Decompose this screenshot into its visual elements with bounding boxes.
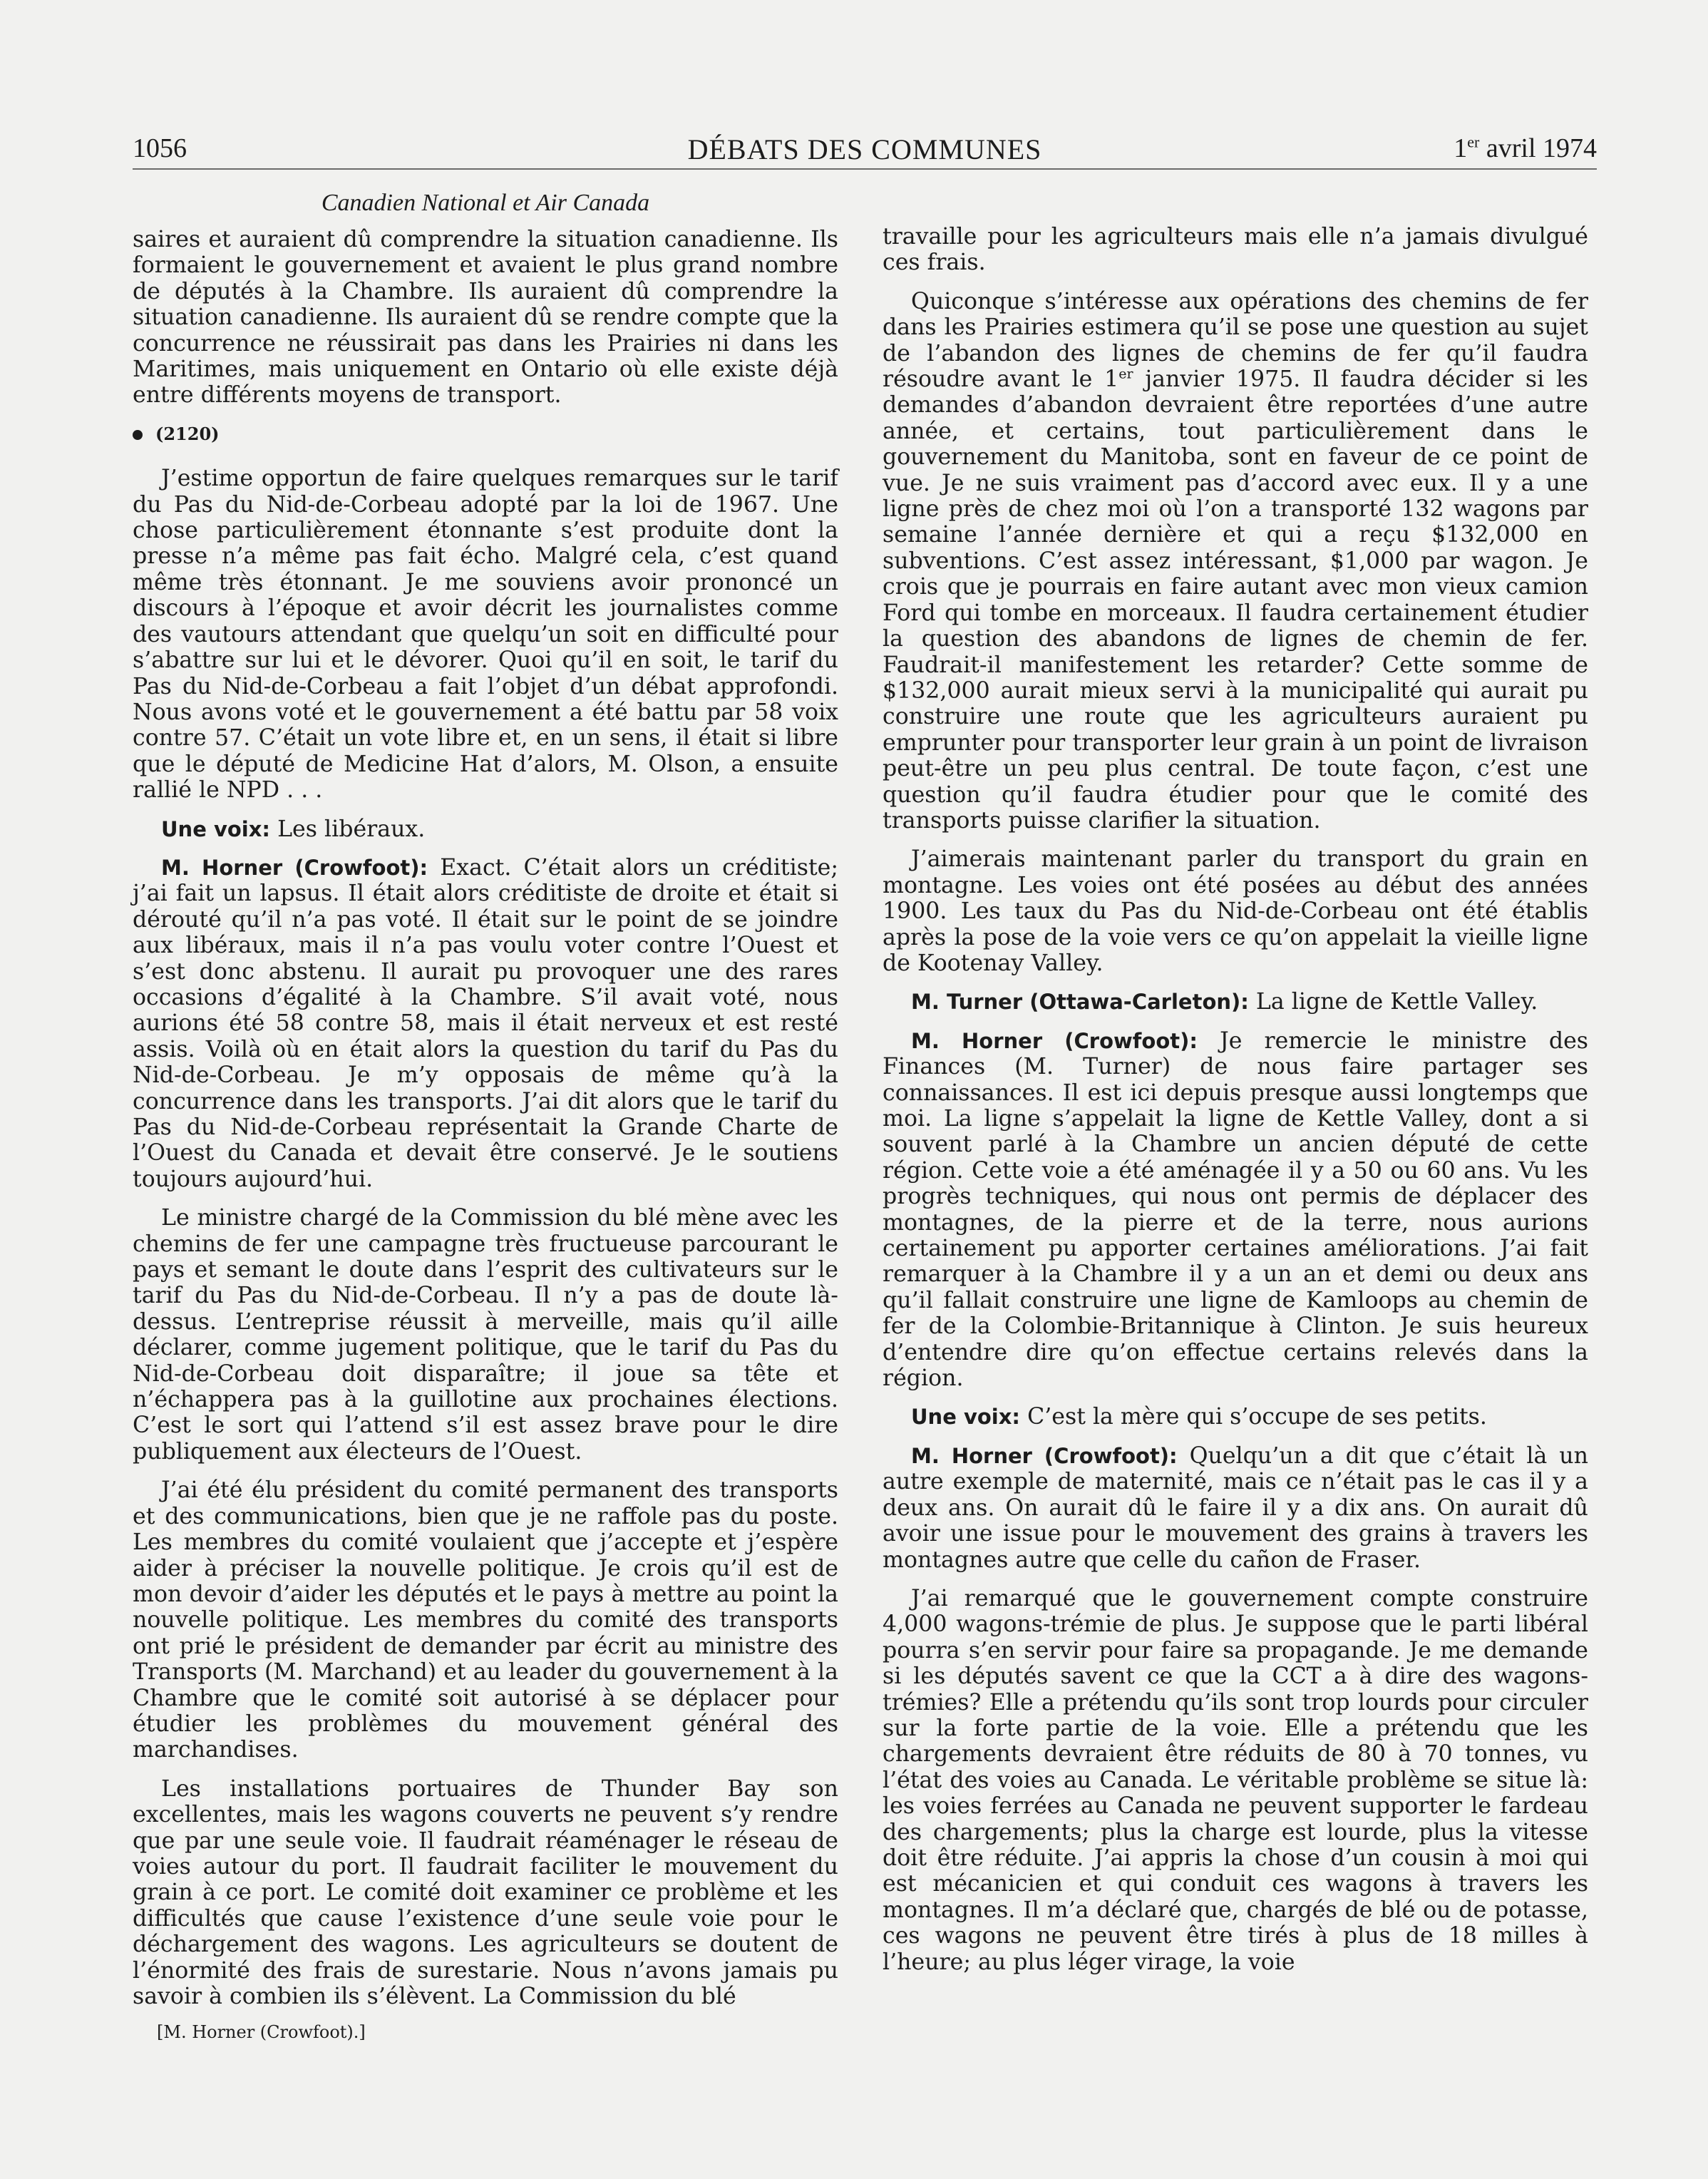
- speaker-name: M. Turner (Ottawa-Carleton):: [911, 990, 1249, 1015]
- speaker-name: M. Horner (Crowfoot):: [161, 855, 428, 880]
- speech-text: C’est la mère qui s’occupe de ses petits.: [1020, 1404, 1487, 1430]
- speech: [133, 816, 838, 842]
- speech-text: La ligne de Kettle Valley.: [1248, 989, 1538, 1015]
- paragraph: saires et auraient dû comprendre la situation canadienne. Ils formaient le gouvernement et avaient le plus grand nombre de députés à la Chambre. Ils auraient dû comprendre la situation canadienne. Ils auraient dû se rendre compte que la concurrence ne réussirait pas dans les Prairies ni dans les Maritimes, mais uniquement en Ontario où elle existe déjà entre différents moyens de transport.: [133, 227, 838, 409]
- time-marker-label: (2120): [155, 423, 220, 444]
- ordinal-suffix: er: [1118, 366, 1133, 382]
- paragraph: J’ai remarqué que le gouvernement compte construire 4,000 wagons-trémie de plus. Je suppose que le parti libéral pourra s’en servir pour faire sa propagande. Je me demande si les députés savent ce que la CCT a à dire des wagons-trémies? Elle a prétendu qu’ils sont trop lourds pour circuler sur la forte partie de la voie. Elle a prétendu que les chargements devraient être réduits de 80 à 70 tonnes, vu l’état des voies au Canada. Le véritable problème se situe là: les voies ferrées au Canada ne peuvent supporter le fardeau des chargements; plus la charge est lourde, plus la vitesse doit être réduite. J’ai appris la chose d’un cousin à moi qui est mécanicien et qui conduit ces wagons à travers les montagnes. Il m’a déclaré que, chargés de blé ou de potasse, ces wagons ne peuvent être tirés à plus de 18 milles à l’heure; au plus léger virage, la voie: [883, 1585, 1588, 1975]
- speaker-name: M. Horner (Crowfoot):: [911, 1443, 1178, 1468]
- page-header: [133, 133, 1597, 170]
- left-column: [133, 227, 838, 2022]
- speaker-name: Une voix:: [161, 816, 271, 841]
- paragraph: J’estime opportun de faire quelques remarques sur le tarif du Pas du Nid-de-Corbeau adopté par la loi de 1967. Une chose particulièrement étonnante s’est produite dont la presse n’a même pas fait écho. Malgré cela, c’est quand même très étonnant. Je me souviens avoir prononcé un discours à l’époque et avoir décrit les journalistes comme des vautours attendant que quelqu’un soit en difficulté pour s’abattre sur lui et le dévorer. Quoi qu’il en soit, le tarif du Pas du Nid-de-Corbeau a fait l’objet d’un débat approfondi. Nous avons voté et le gouvernement a été battu par 58 voix contre 57. C’était un vote libre et, en un sens, il était si libre que le député de Medicine Hat d’alors, M. Olson, a ensuite rallié le NPD . . .: [133, 466, 838, 804]
- speech: [883, 989, 1588, 1015]
- speaker-name: Une voix:: [911, 1405, 1021, 1430]
- bullet-icon: [133, 430, 143, 440]
- page-date: [1454, 133, 1597, 164]
- paragraph: travaille pour les agriculteurs mais elle n’a jamais divulgué ces frais.: [883, 224, 1588, 276]
- speech: [883, 1443, 1588, 1573]
- speech: [883, 1028, 1588, 1392]
- paragraph: J’aimerais maintenant parler du transport du grain en montagne. Les voies ont été posées au début des années 1900. Les taux du Pas du Nid-de-Corbeau ont été établis après la pose de la voie vers ce qu’on appelait la vieille ligne de Kootenay Valley.: [883, 846, 1588, 976]
- speaker-attribution-footer: [M. Horner (Crowfoot).]: [157, 2022, 366, 2042]
- paragraph: J’ai été élu président du comité permanent des transports et des communications, bien que je ne raffole pas du poste. Les membres du comité voulaient que j’accepte et j’espère aider à préciser la nouvelle politique. Je crois qu’il est de mon devoir d’aider les députés et le pays à mettre au point la nouvelle politique. Les membres du comité des transports ont prié le président de demander par écrit au ministre des Transports (M. Marchand) et au leader du gouvernement à la Chambre que le comité soit autorisé à se déplacer pour étudier les problèmes du mouvement général des marchandises.: [133, 1477, 838, 1763]
- running-head: Canadien National et Air Canada: [321, 190, 650, 216]
- speech: [133, 855, 838, 1192]
- time-marker: [133, 421, 838, 447]
- speech-text: Exact. C’était alors un créditiste; j’ai fait un lapsus. Il était alors créditiste de droite et était si dérouté qu’il n’a pas voté. Il était sur le point de se joindre aux libéraux, mais il n’a pas voulu voter contre l’Ouest et s’est donc abstenu. Il aurait pu provoquer une des rares occasions d’égalité à la Chambre. S’il avait voté, nous aurions été 58 contre 58, mais il était nerveux et est resté assis. Voilà où en était alors la question du tarif du Pas du Nid-de-Corbeau. Je m’y opposais de même qu’à la concurrence dans les transports. J’ai dit alors que le tarif du Pas du Nid-de-Corbeau représentait la Grande Charte de l’Ouest du Canada et devait être conservé. Je le soutiens toujours aujourd’hui.: [133, 854, 838, 1192]
- right-column: [883, 224, 1588, 1988]
- date-day: 1: [1454, 133, 1468, 163]
- date-month-year: avril 1974: [1479, 133, 1597, 163]
- paragraph-text: janvier 1975. Il faudra décider si les demandes d’abandon devraient être reportées d’une autre année, et certains, tout particulièrement dans le gouvernement du Manitoba, sont en faveur de ce point de vue. Je ne suis vraiment pas d’accord avec eux. Il y a une ligne près de chez moi où l’on a transporté 132 wagons par semaine l’année dernière et qui a reçu $132,000 en subventions. C’est assez intéressant, $1,000 par wagon. Je crois que je pourrais en faire autant avec mon vieux camion Ford qui tombe en morceaux. Il faudra certainement étudier la question des abandons de lignes de chemin de fer. Faudrait-il manifestement les retarder? Cette somme de $132,000 aurait mieux servi à la municipalité qui aurait pu construire une route que les agriculteurs auraient pu emprunter pour transporter leur grain à un point de livraison peut-être un peu plus central. De toute façon, c’est une question qu’il faudra étudier pour que le comité des transports puisse clarifier la situation.: [883, 366, 1588, 834]
- header-rule: [133, 168, 1597, 170]
- paragraph: [883, 289, 1588, 834]
- date-ordinal: er: [1467, 133, 1480, 151]
- publication-title: DÉBATS DES COMMUNES: [687, 133, 1042, 165]
- paragraph: Les installations portuaires de Thunder Bay son excellentes, mais les wagons couverts ne peuvent s’y rendre que par une seule voie. Il faudrait réaménager le réseau de voies autour du port. Il faudrait faciliter le mouvement du grain à ce port. Le comité doit examiner ce problème et les difficultés que cause l’existence d’une seule voie pour le déchargement des wagons. Les agriculteurs se doutent de l’énormité des frais de surestarie. Nous n’avons jamais pu savoir à combien ils s’élèvent. La Commission du blé: [133, 1775, 838, 2009]
- page-number: 1056: [133, 133, 187, 163]
- speech: [883, 1404, 1588, 1430]
- speaker-name: M. Horner (Crowfoot):: [911, 1028, 1198, 1053]
- speech-text: Quelqu’un a dit que c’était là un autre exemple de maternité, mais ce n’était pas le cas il y a deux ans. On aurait dû le faire il y a dix ans. On aurait dû avoir une issue pour le mouvement des grains à travers les montagnes autre que celle du cañon de Fraser.: [883, 1442, 1588, 1573]
- speech-text: Les libéraux.: [270, 816, 426, 842]
- paragraph-text: Quiconque s’intéresse aux opérations des chemins de fer dans les Prairies estimera qu’il se pose une question au sujet de l’abandon des lignes de chemins de fer qu’il faudra résoudre avant le 1: [883, 288, 1588, 393]
- speech-text: Je remercie le ministre des Finances (M. Turner) de nous faire partager ses connaissances. Il est ici depuis presque aussi longtemps que moi. La ligne s’appelait la ligne de Kettle Valley, dont a si souvent parlé à la Chambre un ancien député de cette région. Cette voie a été aménagée il y a 50 ou 60 ans. Vu les progrès techniques, qui nous ont permis de déplacer des montagnes, de la pierre et de la terre, nous aurions certainement pu apporter certaines améliorations. J’ai fait remarquer à la Chambre il y a un an et demi ou deux ans qu’il fallait construire une ligne de Kamloops au chemin de fer de la Colombie-Britannique à Clinton. Je suis heureux d’entendre dire qu’on effectue certains relevés dans la région.: [883, 1027, 1588, 1392]
- paragraph: Le ministre chargé de la Commission du blé mène avec les chemins de fer une campagne très fructueuse parcourant le pays et semant le doute dans l’esprit des cultivateurs sur le tarif du Pas du Nid-de-Corbeau. Il n’y a pas de doute là-dessus. L’entreprise réussit à merveille, mais qu’il aille déclarer, comme jugement politique, que le tarif du Pas du Nid-de-Corbeau doit disparaître; il joue sa tête et n’échappera pas à la guillotine aux prochaines élections. C’est le sort qui l’attend s’il est assez brave pour le dire publiquement aux électeurs de l’Ouest.: [133, 1205, 838, 1465]
